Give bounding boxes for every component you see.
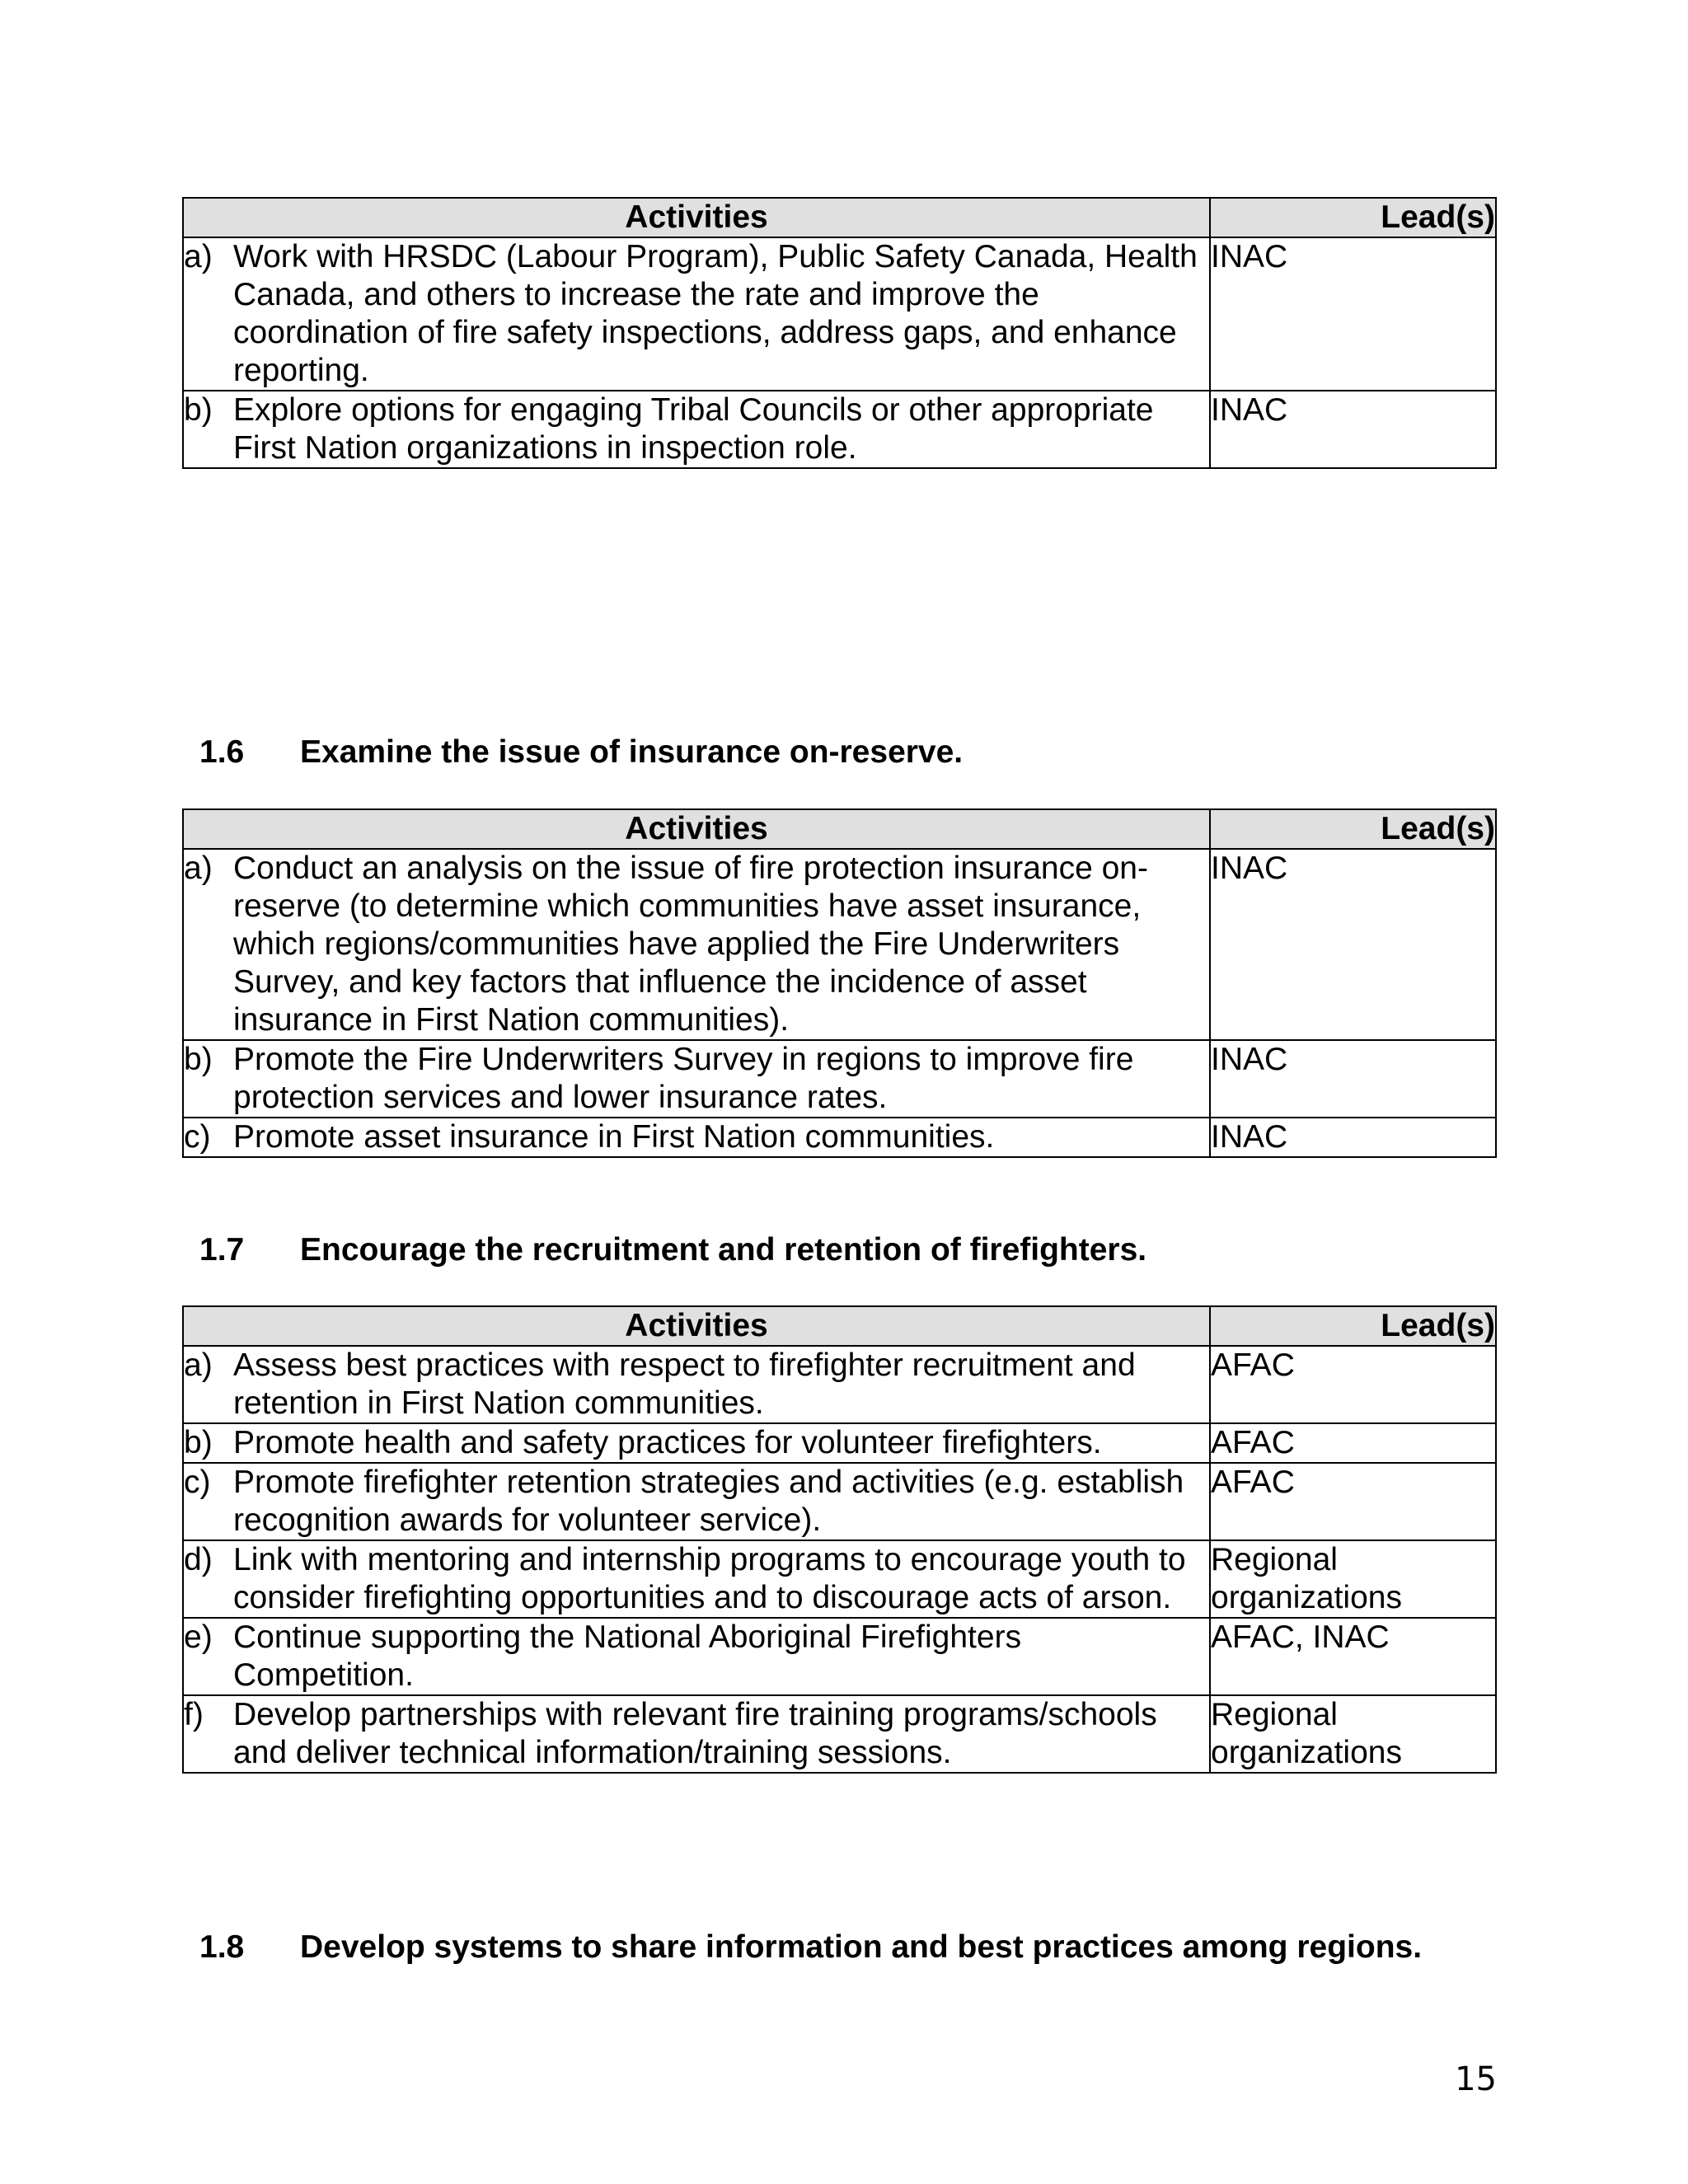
lead-cell: INAC: [1210, 391, 1496, 468]
activity-cell: [183, 1118, 1210, 1157]
lead-cell: AFAC: [1210, 1463, 1496, 1540]
activity-cell: [183, 391, 1210, 468]
table-row: [183, 1463, 1496, 1540]
item-text: Link with mentoring and internship programs to encourage youth to consider firefighting opportunities and to discourage acts of arson.: [233, 1542, 1186, 1615]
table-header-row: [183, 1306, 1496, 1346]
item-letter: a): [184, 851, 213, 886]
table-row: [183, 1540, 1496, 1618]
lead-cell: INAC: [1210, 237, 1496, 391]
activity-cell: [183, 1540, 1210, 1618]
table-row: [183, 1695, 1496, 1773]
section-title: Develop systems to share information and best practices among regions.: [300, 1929, 1423, 1965]
item-letter: a): [184, 1347, 213, 1383]
table-row: [183, 1040, 1496, 1118]
table-row: [183, 1618, 1496, 1695]
item-text: Assess best practices with respect to firefighter recruitment and retention in First Nation communities.: [233, 1347, 1136, 1421]
activity-cell: [183, 849, 1210, 1040]
activity-cell: [183, 1040, 1210, 1118]
item-letter: d): [184, 1542, 213, 1577]
item-text: Continue supporting the National Aboriginal Firefighters Competition.: [233, 1619, 1022, 1693]
activity-cell: [183, 1695, 1210, 1773]
activities-table-1: [182, 197, 1497, 469]
item-letter: b): [184, 1042, 213, 1077]
item-text: Promote firefighter retention strategies and activities (e.g. establish recognition awards for volunteer service).: [233, 1465, 1184, 1538]
item-text: Develop partnerships with relevant fire training programs/schools and deliver technical information/training sessions.: [233, 1697, 1157, 1770]
activity-cell: [183, 1463, 1210, 1540]
activity-cell: [183, 237, 1210, 391]
section-heading-1-8: [199, 1929, 1422, 1966]
table-row: [183, 849, 1496, 1040]
activity-cell: [183, 1618, 1210, 1695]
activities-header: Activities: [183, 1306, 1210, 1346]
table-row: [183, 1118, 1496, 1157]
page-number: 15: [1455, 2060, 1497, 2098]
activities-header: Activities: [183, 809, 1210, 849]
lead-cell: INAC: [1210, 849, 1496, 1040]
table-header-row: [183, 198, 1496, 237]
section-heading-1-7: [199, 1231, 1146, 1269]
item-text: Work with HRSDC (Labour Program), Public Safety Canada, Health Canada, and others to increase the rate and improve the coordination of fire safety inspections, address gaps, and enhance reporting.: [233, 239, 1198, 388]
table-row: [183, 237, 1496, 391]
activity-cell: [183, 1346, 1210, 1423]
item-text: Conduct an analysis on the issue of fire protection insurance on-reserve (to determine which communities have asset insurance, which regions/communities have applied the Fire Underwriters Survey, and key factors that influence the incidence of asset insurance in First Nation communities).: [233, 851, 1148, 1038]
section-number: 1.8: [199, 1929, 245, 1965]
activity-cell: [183, 1423, 1210, 1463]
section-title: Encourage the recruitment and retention of firefighters.: [300, 1232, 1147, 1268]
activities-table-1-7: [182, 1305, 1497, 1774]
item-text: Promote the Fire Underwriters Survey in regions to improve fire protection services and lower insurance rates.: [233, 1042, 1134, 1115]
table-row: [183, 391, 1496, 468]
item-text: Explore options for engaging Tribal Councils or other appropriate First Nation organizations in inspection role.: [233, 392, 1154, 466]
section-number: 1.6: [199, 734, 245, 770]
section-heading-1-6: [199, 733, 963, 771]
item-letter: a): [184, 239, 213, 274]
section-number: 1.7: [199, 1232, 245, 1268]
lead-cell: Regional organizations: [1210, 1540, 1496, 1618]
lead-cell: AFAC: [1210, 1346, 1496, 1423]
item-text: Promote asset insurance in First Nation communities.: [233, 1119, 995, 1155]
item-letter: b): [184, 1425, 213, 1460]
item-letter: f): [184, 1697, 204, 1732]
lead-cell: AFAC: [1210, 1423, 1496, 1463]
lead-cell: INAC: [1210, 1118, 1496, 1157]
leads-header: Lead(s): [1210, 1306, 1496, 1346]
lead-cell: Regional organizations: [1210, 1695, 1496, 1773]
table-row: [183, 1346, 1496, 1423]
activities-table-1-6: [182, 808, 1497, 1158]
item-letter: c): [184, 1465, 211, 1500]
lead-cell: AFAC, INAC: [1210, 1618, 1496, 1695]
activities-header: Activities: [183, 198, 1210, 237]
table-row: [183, 1423, 1496, 1463]
item-text: Promote health and safety practices for volunteer firefighters.: [233, 1425, 1102, 1460]
item-letter: b): [184, 392, 213, 428]
item-letter: e): [184, 1619, 213, 1655]
section-title: Examine the issue of insurance on-reserve.: [300, 734, 964, 770]
leads-header: Lead(s): [1210, 809, 1496, 849]
item-letter: c): [184, 1119, 211, 1155]
lead-cell: INAC: [1210, 1040, 1496, 1118]
leads-header: Lead(s): [1210, 198, 1496, 237]
table-header-row: [183, 809, 1496, 849]
